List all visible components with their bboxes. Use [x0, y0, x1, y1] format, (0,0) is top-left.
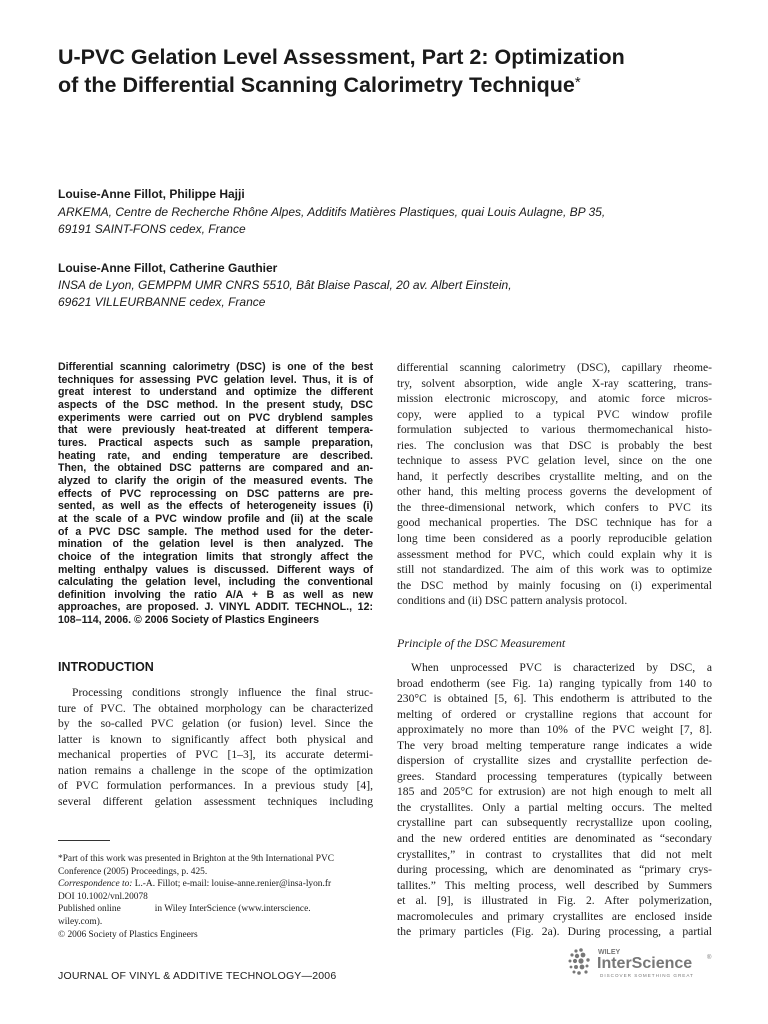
affiliation-1-line-2: 69191 SAINT-FONS cedex, France	[58, 221, 246, 236]
footnote-rule	[58, 840, 110, 841]
abstract-line: at the scale of a PVC window profile and (ii) at the scale	[58, 512, 373, 525]
abstract-line: heating rate, and ending temperature are described.	[58, 449, 373, 462]
abstract-line: Differential scanning calorimetry (DSC) is one of the best	[58, 361, 373, 373]
right-col-line: ries. The conclusion was that DSC is probably the best	[397, 438, 712, 452]
right-col-line: the three-dimensional network, which confers to PVC its	[397, 500, 712, 514]
abstract-line: choice of the integration limits that strongly affect the	[58, 550, 373, 563]
footnote-line: wiley.com).	[58, 916, 103, 927]
right-col-line: melting of ordered or crystalline regions that account for	[397, 707, 712, 721]
right-col-line: dispersion of crystallite sizes and crystallite perfection de-	[397, 754, 712, 768]
abstract-line: calculating the gelation level, including the conventional	[58, 576, 373, 589]
affiliation-1-line-1: ARKEMA, Centre de Recherche Rhône Alpes, Additifs Matières Plastiques, quai Louis Aulagne, BP 35,	[58, 205, 606, 219]
wiley-interscience-logo	[566, 945, 722, 981]
logo-wiley: WILEY	[598, 949, 621, 956]
right-col-line: macromolecules and primary crystallites are enclosed inside	[397, 909, 712, 923]
title-line-2	[58, 70, 738, 98]
logo-interscience: InterScience	[597, 955, 693, 972]
footnote-line	[58, 878, 373, 891]
right-col-line: during processing, which are denominated as “primary crys-	[397, 863, 712, 877]
right-col-line: The very broad melting temperature range indicates a wide	[397, 738, 712, 752]
abstract-line: Then, the obtained DSC patterns are compared and an-	[58, 462, 373, 475]
right-col-line: hand, it perfectly describes crystallite melting, and on the	[397, 469, 712, 483]
right-col-line: technique to assess PVC gelation level, since on the one	[397, 454, 712, 468]
intro-line: nation remains a challenge in the scope of the optimization	[58, 763, 373, 777]
abstract-line: effects of PVC reprocessing on DSC patterns are pre-	[58, 487, 373, 500]
abstract-line: 108–114, 2006. © 2006 Society of Plastics Engineers	[58, 614, 320, 627]
title-line-1: U-PVC Gelation Level Assessment, Part 2: Optimization	[58, 45, 625, 69]
right-col-line: still not standardized. The aim of this work was to optimize	[397, 563, 712, 577]
intro-line: by the so-called PVC gelation (or fusion) level. Since the	[58, 717, 373, 731]
intro-line: mechanical properties of PVC [1–3], its accurate determi-	[58, 748, 373, 762]
affiliation-2-line-1: INSA de Lyon, GEMPPM UMR CNRS 5510, Bât Blaise Pascal, 20 av. Albert Einstein,	[58, 278, 512, 292]
abstract-line: experiments were carried out on PVC dryblend samples	[58, 411, 373, 424]
right-col-line: assessment method for PVC, which could explain why it is	[397, 547, 712, 561]
logo-tagline: DISCOVER SOMETHING GREAT	[600, 973, 694, 978]
logo-registered-mark: ®	[707, 955, 712, 961]
affiliation-2	[58, 277, 512, 310]
right-col-line: grees. Standard processing temperatures (typically between	[397, 769, 712, 783]
footnote-line: © 2006 Society of Plastics Engineers	[58, 929, 198, 940]
right-col-line: the crystallites. Only a partial melting occurs. The melted	[397, 800, 712, 814]
paper-title	[58, 44, 738, 98]
right-col-line: 230°C is obtained [5, 6]. This endotherm is attributed to the	[397, 692, 712, 706]
right-column-paragraph-1	[397, 360, 712, 609]
right-column-paragraph-2	[397, 660, 712, 940]
right-col-line: the DSC method by mainly focusing on (i) experimental	[397, 578, 712, 592]
abstract-line: of a PVC DSC sample. The method used for the deter-	[58, 525, 373, 538]
right-col-line: differential scanning calorimetry (DSC), capillary rheome-	[397, 361, 712, 374]
right-col-line: mission electronic microscopy, and atomic force micros-	[397, 392, 712, 406]
right-col-line: long time been considered as a poorly reproducible gelation	[397, 532, 712, 546]
affiliation-2-line-2: 69621 VILLEURBANNE cedex, France	[58, 294, 266, 309]
right-col-line: et al. [9], is illustrated in Fig. 2. After polymerization,	[397, 894, 712, 908]
introduction-heading: INTRODUCTION	[58, 660, 154, 674]
right-col-line: try, solvent absorption, wide angle X-ray scattering, trans-	[397, 376, 712, 390]
abstract	[58, 361, 373, 627]
right-col-line: crystalline part can subsequently recrystallize upon cooling,	[397, 816, 712, 830]
intro-line: Processing conditions strongly influence the final struc-	[72, 686, 373, 699]
correspondence-text: L.-A. Fillot; e-mail: louise-anne.renier@insa-lyon.fr	[132, 879, 332, 890]
abstract-line: tures. Practical aspects such as sample preparation,	[58, 436, 373, 449]
journal-footer: JOURNAL OF VINYL & ADDITIVE TECHNOLOGY—2006	[58, 970, 337, 982]
affiliation-1	[58, 204, 605, 237]
abstract-line: that were previously heat-treated at different tempera-	[58, 424, 373, 437]
abstract-line: alyzed to clarify the origin of the measured events. The	[58, 474, 373, 487]
authors-group-1: Louise-Anne Fillot, Philippe Hajji	[58, 187, 245, 201]
right-col-line: crystallites,” in contrast to crystallites that did not melt	[397, 847, 712, 861]
right-col-line: good mechanical properties. The DSC technique has for a	[397, 516, 712, 530]
abstract-line: sented, as well as the effects of heterogeneity issues (i)	[58, 500, 373, 513]
footnotes	[58, 853, 373, 941]
abstract-line: great interest to understand and optimize the different	[58, 386, 373, 399]
intro-line: of PVC formulation performances. In a previous study [4],	[58, 779, 373, 793]
right-col-line: formulation subjected to various thermomechanical histo-	[397, 423, 712, 437]
intro-line: latter is known to significantly affect both physical and	[58, 732, 373, 746]
title-footnote-mark: *	[574, 74, 581, 91]
footnote-line: *Part of this work was presented in Brighton at the 9th International PVC	[58, 854, 334, 864]
right-col-line: and the new ordered entities are denominated as “secondary	[397, 832, 712, 846]
right-col-line: When unprocessed PVC is characterized by DSC, a	[411, 661, 712, 674]
right-col-line: conditions and (ii) DSC pattern analysis protocol.	[397, 594, 628, 608]
right-col-line: copy, were applied to a typical PVC window profile	[397, 407, 712, 421]
right-col-line: approximately no more than 10% of the PVC weight [7, 8].	[397, 723, 712, 737]
intro-line: ture of PVC. The obtained morphology can be characterized	[58, 701, 373, 715]
published-online-label: Published online	[58, 904, 121, 915]
right-col-line: the primary particles (Fig. 2a). During processing, a partial	[397, 925, 712, 939]
abstract-line: mination of the gelation level is then analyzed. The	[58, 538, 373, 551]
right-col-line: tallites.” This melting process, well described by Summers	[397, 878, 712, 892]
published-online-text: in Wiley InterScience (www.interscience.	[154, 904, 311, 915]
title-line-2-text: of the Differential Scanning Calorimetry Technique	[58, 73, 575, 97]
principle-heading: Principle of the DSC Measurement	[397, 636, 566, 650]
authors-group-2: Louise-Anne Fillot, Catherine Gauthier	[58, 261, 278, 275]
logo-dot-sphere-icon	[569, 948, 590, 975]
abstract-line: definition involving the ratio A/A + B as well as new	[58, 588, 373, 601]
footnote-line: DOI 10.1002/vnl.20078	[58, 891, 148, 902]
introduction-text	[58, 685, 373, 809]
abstract-line: approaches, are proposed. J. VINYL ADDIT. TECHNOL., 12:	[58, 601, 373, 614]
abstract-line: techniques for assessing PVC gelation level. Thus, it is of	[58, 373, 373, 386]
abstract-line: aspects of the DSC method. In the present study, DSC	[58, 398, 373, 411]
right-col-line: broad endotherm (see Fig. 1a) ranging typically from 140 to	[397, 676, 712, 690]
abstract-line: melting enthalpy values is discussed. Different ways of	[58, 563, 373, 576]
right-col-line: other hand, this melting process governs the development of	[397, 485, 712, 499]
correspondence-label: Correspondence to:	[58, 879, 133, 890]
intro-line: several different gelation assessment techniques including	[58, 794, 373, 808]
footnote-line: Conference (2005) Proceedings, p. 425.	[58, 866, 208, 877]
right-col-line: 185 and 205°C for extrusion) are not high enough to melt all	[397, 785, 712, 799]
footnote-line	[58, 903, 373, 916]
